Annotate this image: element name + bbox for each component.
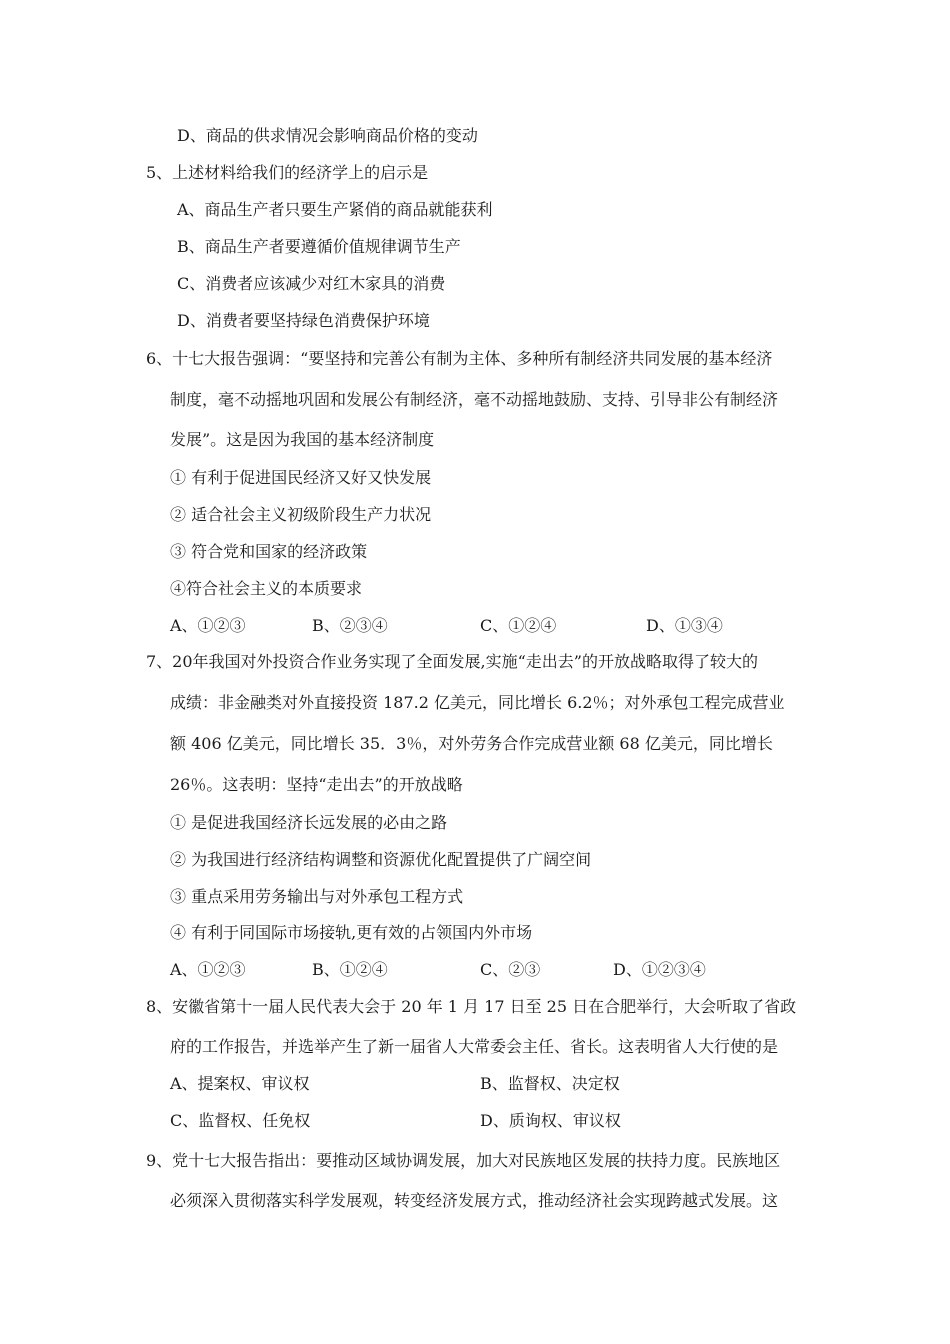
q6-statement: ③ 符合党和国家的经济政策 — [170, 542, 368, 561]
q7-stem-line: 7、20年我国对外投资合作业务实现了全面发展,实施“走出去”的开放战略取得了较大的 — [146, 652, 758, 671]
q8-options-row — [0, 1073, 950, 1095]
q8-option-d: D、质询权、审议权 — [480, 1111, 621, 1130]
q9-stem-line: 9、党十七大报告指出：要推动区域协调发展，加大对民族地区发展的扶持力度。民族地区 — [146, 1151, 781, 1170]
q8-stem-line: 府的工作报告，并选举产生了新一届省人大常委会主任、省长。这表明省人大行使的是 — [170, 1037, 779, 1056]
q5-option-a: A、商品生产者只要生产紧俏的商品就能获利 — [177, 200, 493, 219]
q6-option-d: D、①③④ — [646, 616, 723, 635]
q5-option-d: D、消费者要坚持绿色消费保护环境 — [177, 311, 430, 330]
q4-option-d: D、商品的供求情况会影响商品价格的变动 — [177, 126, 478, 145]
q7-option-c: C、②③ — [480, 960, 541, 979]
q7-statement: ① 是促进我国经济长远发展的必由之路 — [170, 813, 448, 832]
q5-option-c: C、消费者应该减少对红木家具的消费 — [177, 274, 446, 293]
q9-stem-line: 必须深入贯彻落实科学发展观，转变经济发展方式，推动经济社会实现跨越式发展。这 — [170, 1191, 779, 1210]
q6-options — [0, 615, 950, 637]
q8-stem-line: 8、安徽省第十一届人民代表大会于 20 年 1 月 17 日至 25 日在合肥举行，大会听取了省政 — [146, 997, 797, 1016]
q7-stem-line: 成绩：非金融类对外直接投资 187.2 亿美元，同比增长 6.2％；对外承包工程完成营业 — [170, 693, 785, 712]
q6-statement: ② 适合社会主义初级阶段生产力状况 — [170, 505, 432, 524]
q6-option-a: A、①②③ — [170, 616, 246, 635]
q6-statement: ① 有利于促进国民经济又好又快发展 — [170, 468, 432, 487]
q7-statement: ③ 重点采用劳务输出与对外承包工程方式 — [170, 887, 464, 906]
q7-options — [0, 959, 950, 981]
q7-statement: ② 为我国进行经济结构调整和资源优化配置提供了广阔空间 — [170, 850, 592, 869]
q6-option-b: B、②③④ — [312, 616, 388, 635]
q7-stem-line: 额 406 亿美元，同比增长 35．3％，对外劳务合作完成营业额 68 亿美元，同比增长 — [170, 734, 773, 753]
q5-stem: 5、上述材料给我们的经济学上的启示是 — [146, 163, 429, 182]
q6-stem-line: 制度，毫不动摇地巩固和发展公有制经济，毫不动摇地鼓励、支持、引导非公有制经济 — [170, 390, 779, 409]
q7-option-b: B、①②④ — [312, 960, 388, 979]
q8-option-c: C、监督权、任免权 — [170, 1111, 311, 1130]
q6-stem-line: 6、十七大报告强调：“要坚持和完善公有制为主体、多种所有制经济共同发展的基本经济 — [146, 349, 773, 368]
q7-option-d: D、①②③④ — [613, 960, 706, 979]
q7-statement: ④ 有利于同国际市场接轨,更有效的占领国内外市场 — [170, 923, 533, 942]
q5-option-b: B、商品生产者要遵循价值规律调节生产 — [177, 237, 461, 256]
q6-option-c: C、①②④ — [480, 616, 557, 635]
q8-option-b: B、监督权、决定权 — [480, 1074, 620, 1093]
q7-stem-line: 26％。这表明：坚持“走出去”的开放战略 — [170, 775, 463, 794]
q6-statement: ④符合社会主义的本质要求 — [170, 579, 363, 598]
q8-options-row — [0, 1110, 950, 1132]
q7-option-a: A、①②③ — [170, 960, 246, 979]
q6-stem-line: 发展”。这是因为我国的基本经济制度 — [170, 430, 435, 449]
q8-option-a: A、提案权、审议权 — [170, 1074, 310, 1093]
